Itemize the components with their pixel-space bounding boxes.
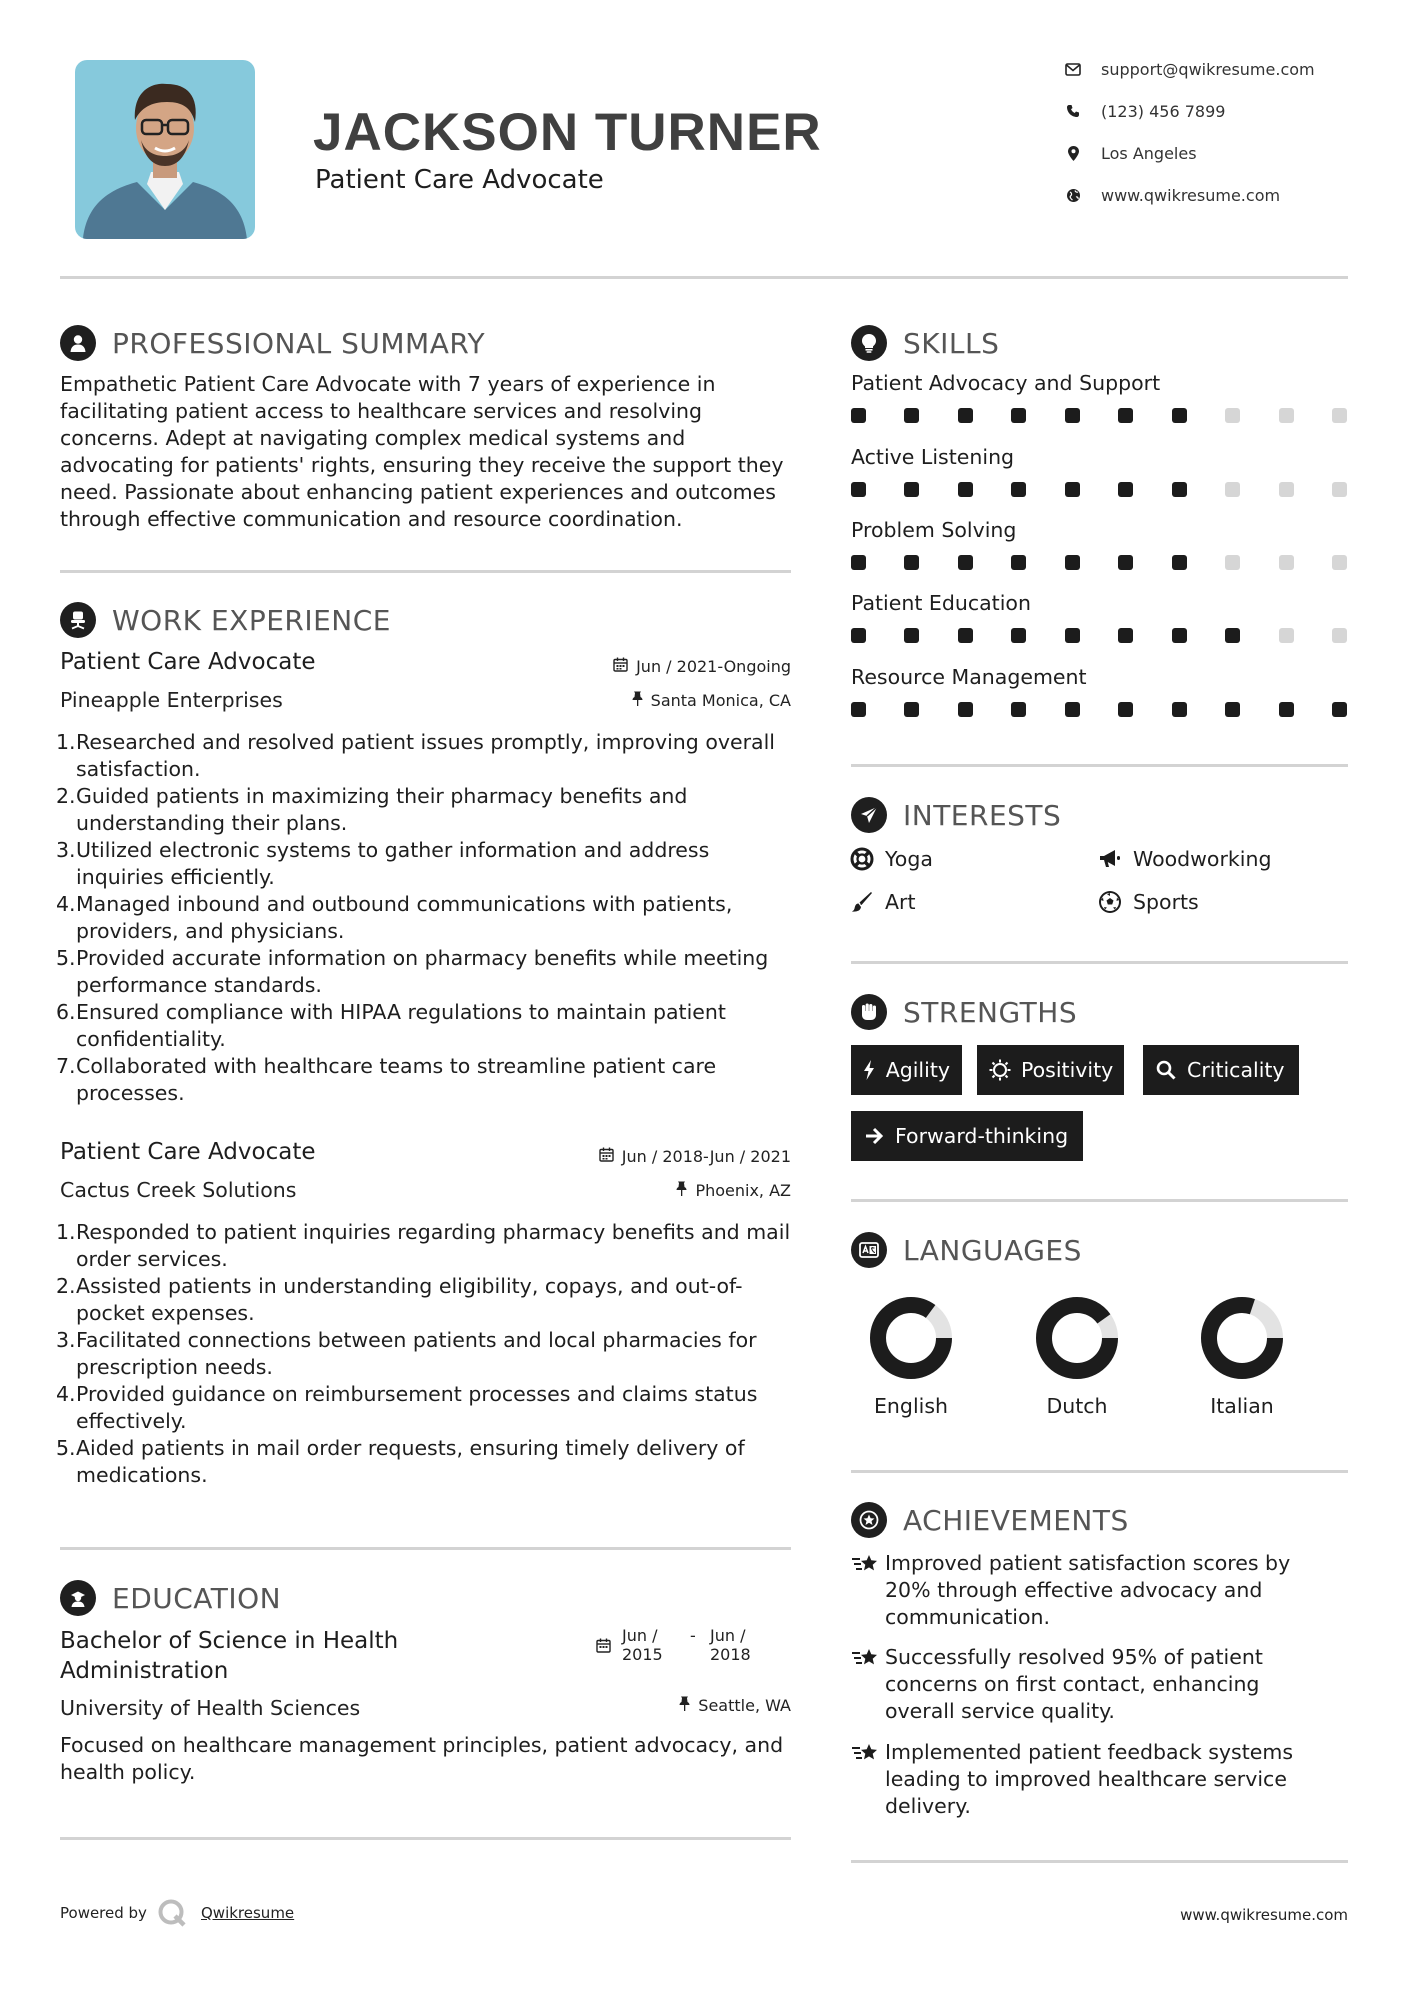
skill-rating [851,482,1347,498]
brand-link[interactable]: Qwikresume [201,1904,295,1922]
rating-dot [851,702,866,717]
rating-dot [1332,482,1347,497]
profile-photo [75,60,255,239]
rating-dot [1172,482,1187,497]
education-dates: Jun / 2015 - Jun / 2018 [596,1626,796,1666]
language-item [841,1294,981,1418]
rating-dot [851,482,866,497]
rating-dot [1225,628,1240,643]
rating-dot [1279,628,1294,643]
summary-divider [60,570,791,573]
education-divider [60,1837,791,1840]
interests-divider [851,961,1348,964]
job-location: Santa Monica, CA [480,691,791,710]
strength-tag: Agility [851,1045,962,1095]
job-dates: Jun / 2018-Jun / 2021 [480,1147,791,1166]
list-item: 2. Assisted patients in understanding eligibility, copays, and out-of-pocket expenses. [56,1274,743,1325]
footer-website-link[interactable]: www.qwikresume.com [1180,1906,1348,1924]
experience-divider [60,1547,791,1550]
rating-dot [1065,702,1080,717]
list-item: 4. Managed inbound and outbound communications with patients, providers, and physicians. [56,892,733,943]
shooting-star-icon [851,1550,885,1631]
education-description: Focused on healthcare management principles, patient advocacy, and health policy. [60,1733,784,1784]
proficiency-donut [867,1294,955,1382]
arrow-right-icon [863,1125,885,1147]
paintbrush-icon [849,889,875,915]
achievements-divider [851,1860,1348,1863]
summary-text: Empathetic Patient Care Advocate with 7 years of experience in facilitating patient access to healthcare services and resolving concerns. Adept at navigating complex medical systems and advocating for patients' rights, ensuring they receive the support they need. Passionate about enhancing patient experiences and outcomes through effective communication and resource coordination. [60,372,784,531]
skill-name: Resource Management [851,665,1087,689]
rating-dot [958,628,973,643]
language-name: Dutch [1046,1394,1108,1418]
rating-dot [1225,482,1240,497]
contact-location [1063,137,1363,169]
location-text: Los Angeles [1101,143,1197,163]
rating-dot [1279,555,1294,570]
pushpin-icon [679,1696,698,1715]
proficiency-donut [1033,1294,1121,1382]
job-title: Patient Care Advocate [60,649,316,675]
rating-dot [1118,628,1133,643]
candidate-name: JACKSON TURNER [313,103,822,162]
job-location: Phoenix, AZ [480,1181,791,1200]
rating-dot [1118,408,1133,423]
qwikresume-logo-icon [157,1898,187,1932]
rating-dot [958,555,973,570]
experience-title: WORK EXPERIENCE [112,603,391,637]
skill-rating [851,408,1347,424]
strengths-divider [851,1199,1348,1202]
pushpin-icon [676,1181,695,1200]
rating-dot [904,628,919,643]
company-name: Cactus Creek Solutions [60,1178,297,1202]
star-badge-icon [851,1502,887,1538]
paper-plane-icon [851,797,887,833]
skill-rating [851,555,1347,571]
job-dates: Jun / 2021-Ongoing [480,657,791,676]
rating-dot [1011,702,1026,717]
rating-dot [904,482,919,497]
list-item: 1. Responded to patient inquiries regarding pharmacy benefits and mail order services. [56,1220,791,1271]
calendar-icon [596,1638,611,1657]
envelope-icon [1063,59,1083,79]
rating-dot [851,628,866,643]
list-item: 5. Provided accurate information on pharmacy benefits while meeting performance standards. [56,946,769,997]
email-text: support@qwikresume.com [1101,59,1315,79]
rating-dot [1332,555,1347,570]
user-icon [60,325,96,361]
rating-dot [1279,702,1294,717]
list-item: 2. Guided patients in maximizing their pharmacy benefits and understanding their plans. [56,784,688,835]
rating-dot [1279,408,1294,423]
rating-dot [1279,482,1294,497]
list-item: 7. Collaborated with healthcare teams to streamline patient care processes. [56,1054,717,1105]
rating-dot [1172,555,1187,570]
achievement-item: Implemented patient feedback systems leading to improved healthcare service delivery. [851,1739,1311,1820]
rating-dot [958,482,973,497]
contact-email[interactable] [1063,53,1363,85]
skill-name: Active Listening [851,445,1015,469]
rating-dot [1172,702,1187,717]
skill-rating [851,628,1347,644]
rating-dot [1172,628,1187,643]
languages-heading [851,1232,1082,1268]
rating-dot [1225,408,1240,423]
rating-dot [851,555,866,570]
lightbulb-icon [851,325,887,361]
skills-divider [851,764,1348,767]
header-divider [60,276,1348,279]
education-start: Jun / 2015 [622,1626,663,1664]
skill-name: Patient Advocacy and Support [851,371,1161,395]
strength-tag: Positivity [977,1045,1124,1095]
skill-name: Patient Education [851,591,1031,615]
rating-dot [1011,408,1026,423]
rating-dot [1225,555,1240,570]
calendar-icon [599,1147,622,1166]
languages-divider [851,1470,1348,1473]
calendar-icon [613,657,636,676]
education-title: EDUCATION [112,1581,282,1615]
rating-dot [1118,482,1133,497]
bullhorn-icon [1097,846,1123,872]
rating-dot [958,408,973,423]
list-item: 3. Utilized electronic systems to gather information and address inquiries efficiently. [56,838,710,889]
skill-rating [851,702,1347,718]
contact-phone[interactable] [1063,95,1363,127]
list-item: 3. Facilitated connections between patients and local pharmacies for prescription needs. [56,1328,757,1379]
rating-dot [1172,408,1187,423]
website-text: www.qwikresume.com [1101,185,1281,205]
interest-item: Yoga [849,844,933,874]
graduate-icon [60,1580,96,1616]
strengths-title: STRENGTHS [903,995,1078,1029]
rating-dot [1332,408,1347,423]
pushpin-icon [632,691,651,710]
achievements-heading [851,1502,1129,1538]
rating-dot [1118,555,1133,570]
phone-text: (123) 456 7899 [1101,101,1226,121]
degree-name: Bachelor of Science in Health Administration [60,1628,399,1684]
strengths-heading [851,994,1077,1030]
list-item: 4. Provided guidance on reimbursement processes and claims status effectively. [56,1382,758,1433]
rating-dot [904,555,919,570]
interest-item: Woodworking [1097,844,1271,874]
interests-heading [851,797,1061,833]
office-chair-icon [60,602,96,638]
rating-dot [1011,482,1026,497]
list-item: 6. Ensured compliance with HIPAA regulations to maintain patient confidentiality. [56,1000,726,1051]
map-pin-icon [1063,143,1083,163]
sun-icon [989,1059,1011,1081]
rating-dot [1011,628,1026,643]
soccer-ball-icon [1097,889,1123,915]
rating-dot [1332,628,1347,643]
summary-title: PROFESSIONAL SUMMARY [112,326,486,360]
powered-by-label: Powered by [60,1904,147,1922]
rating-dot [1332,702,1347,717]
experience-heading [60,602,391,638]
rating-dot [851,408,866,423]
rating-dot [1065,628,1080,643]
candidate-title: Patient Care Advocate [315,165,604,195]
shooting-star-icon [851,1644,885,1725]
job-responsibilities [58,1219,798,1489]
phone-icon [1063,101,1083,121]
list-item: 5. Aided patients in mail order requests, ensuring timely delivery of medications. [56,1436,745,1487]
interests-title: INTERESTS [903,798,1062,832]
language-name: English [873,1394,949,1418]
skills-title: SKILLS [903,326,1000,360]
strength-tag: Forward-thinking [851,1111,1083,1161]
summary-heading [60,325,485,361]
list-item: 1. Researched and resolved patient issues promptly, improving overall satisfaction. [56,730,775,781]
language-item [1007,1294,1147,1418]
rating-dot [1011,555,1026,570]
rating-dot [904,702,919,717]
rating-dot [1065,408,1080,423]
education-end: Jun / 2018 [710,1626,751,1664]
education-heading [60,1580,281,1616]
rating-dot [904,408,919,423]
raised-fist-icon [851,994,887,1030]
achievements-title: ACHIEVEMENTS [903,1503,1129,1537]
school-name: University of Health Sciences [60,1696,361,1720]
education-location: Seattle, WA [480,1696,791,1715]
proficiency-donut [1198,1294,1286,1382]
rating-dot [1065,555,1080,570]
strength-tag: Criticality [1143,1045,1299,1095]
company-name: Pineapple Enterprises [60,688,283,712]
interest-item: Art [849,887,916,917]
job-title: Patient Care Advocate [60,1139,316,1165]
rating-dot [1118,702,1133,717]
language-name: Italian [1210,1394,1274,1418]
rating-dot [1065,482,1080,497]
shooting-star-icon [851,1739,885,1820]
rating-dot [1225,702,1240,717]
languages-title: LANGUAGES [903,1233,1082,1267]
achievement-item: Successfully resolved 95% of patient concerns on first contact, enhancing overall service quality. [851,1644,1311,1725]
job-responsibilities [58,729,798,1107]
search-icon [1155,1059,1177,1081]
skills-heading [851,325,999,361]
life-ring-icon [849,846,875,872]
donut-fill [1044,1305,1110,1371]
achievement-item: Improved patient satisfaction scores by 20% through effective advocacy and communication. [851,1550,1311,1631]
skill-name: Problem Solving [851,518,1017,542]
contact-website[interactable] [1063,179,1363,211]
language-item [1172,1294,1312,1418]
rating-dot [958,702,973,717]
language-icon [851,1232,887,1268]
globe-icon [1063,185,1083,205]
bolt-icon [863,1059,876,1081]
interest-item: Sports [1097,887,1199,917]
